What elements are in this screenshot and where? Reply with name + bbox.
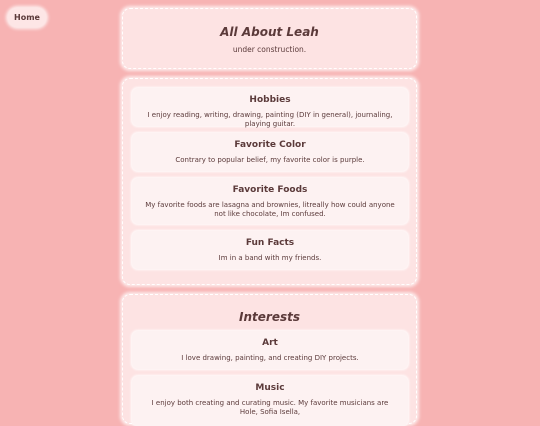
page-subtitle: under construction. <box>232 45 307 54</box>
hobbies-card <box>132 88 408 126</box>
home-button[interactable]: Home <box>8 8 46 27</box>
fun-facts-card <box>132 231 408 269</box>
card-text: Contrary to popular belief, my favorite color is purple. <box>175 156 365 164</box>
header-panel <box>122 8 417 69</box>
favorite-foods-card <box>132 178 408 224</box>
card-title: Art <box>262 338 278 348</box>
about-panel <box>122 78 417 285</box>
card-title: Favorite Foods <box>232 185 308 195</box>
card-text: I enjoy both creating and curating music. My favorite musicians are Hole, Sofia Isella, <box>151 399 389 416</box>
card-text: I love drawing, painting, and creating DIY projects. <box>181 354 359 362</box>
card-title: Favorite Color <box>234 140 306 150</box>
page-title: All About Leah <box>220 25 319 39</box>
card-text: I enjoy reading, writing, drawing, painting (DIY in general), journaling, playing guitar. <box>147 111 393 128</box>
card-text: Im in a band with my friends. <box>218 254 322 262</box>
card-title: Hobbies <box>249 95 291 105</box>
interests-title: Interests <box>239 310 300 324</box>
card-title: Music <box>255 383 285 393</box>
card-title: Fun Facts <box>245 238 295 248</box>
favorite-color-card <box>132 133 408 171</box>
card-text: My favorite foods are lasagna and brownies, litreally how could anyone not like chocolate, Im confused. <box>145 201 395 218</box>
art-card <box>132 331 408 369</box>
music-card <box>132 376 408 426</box>
